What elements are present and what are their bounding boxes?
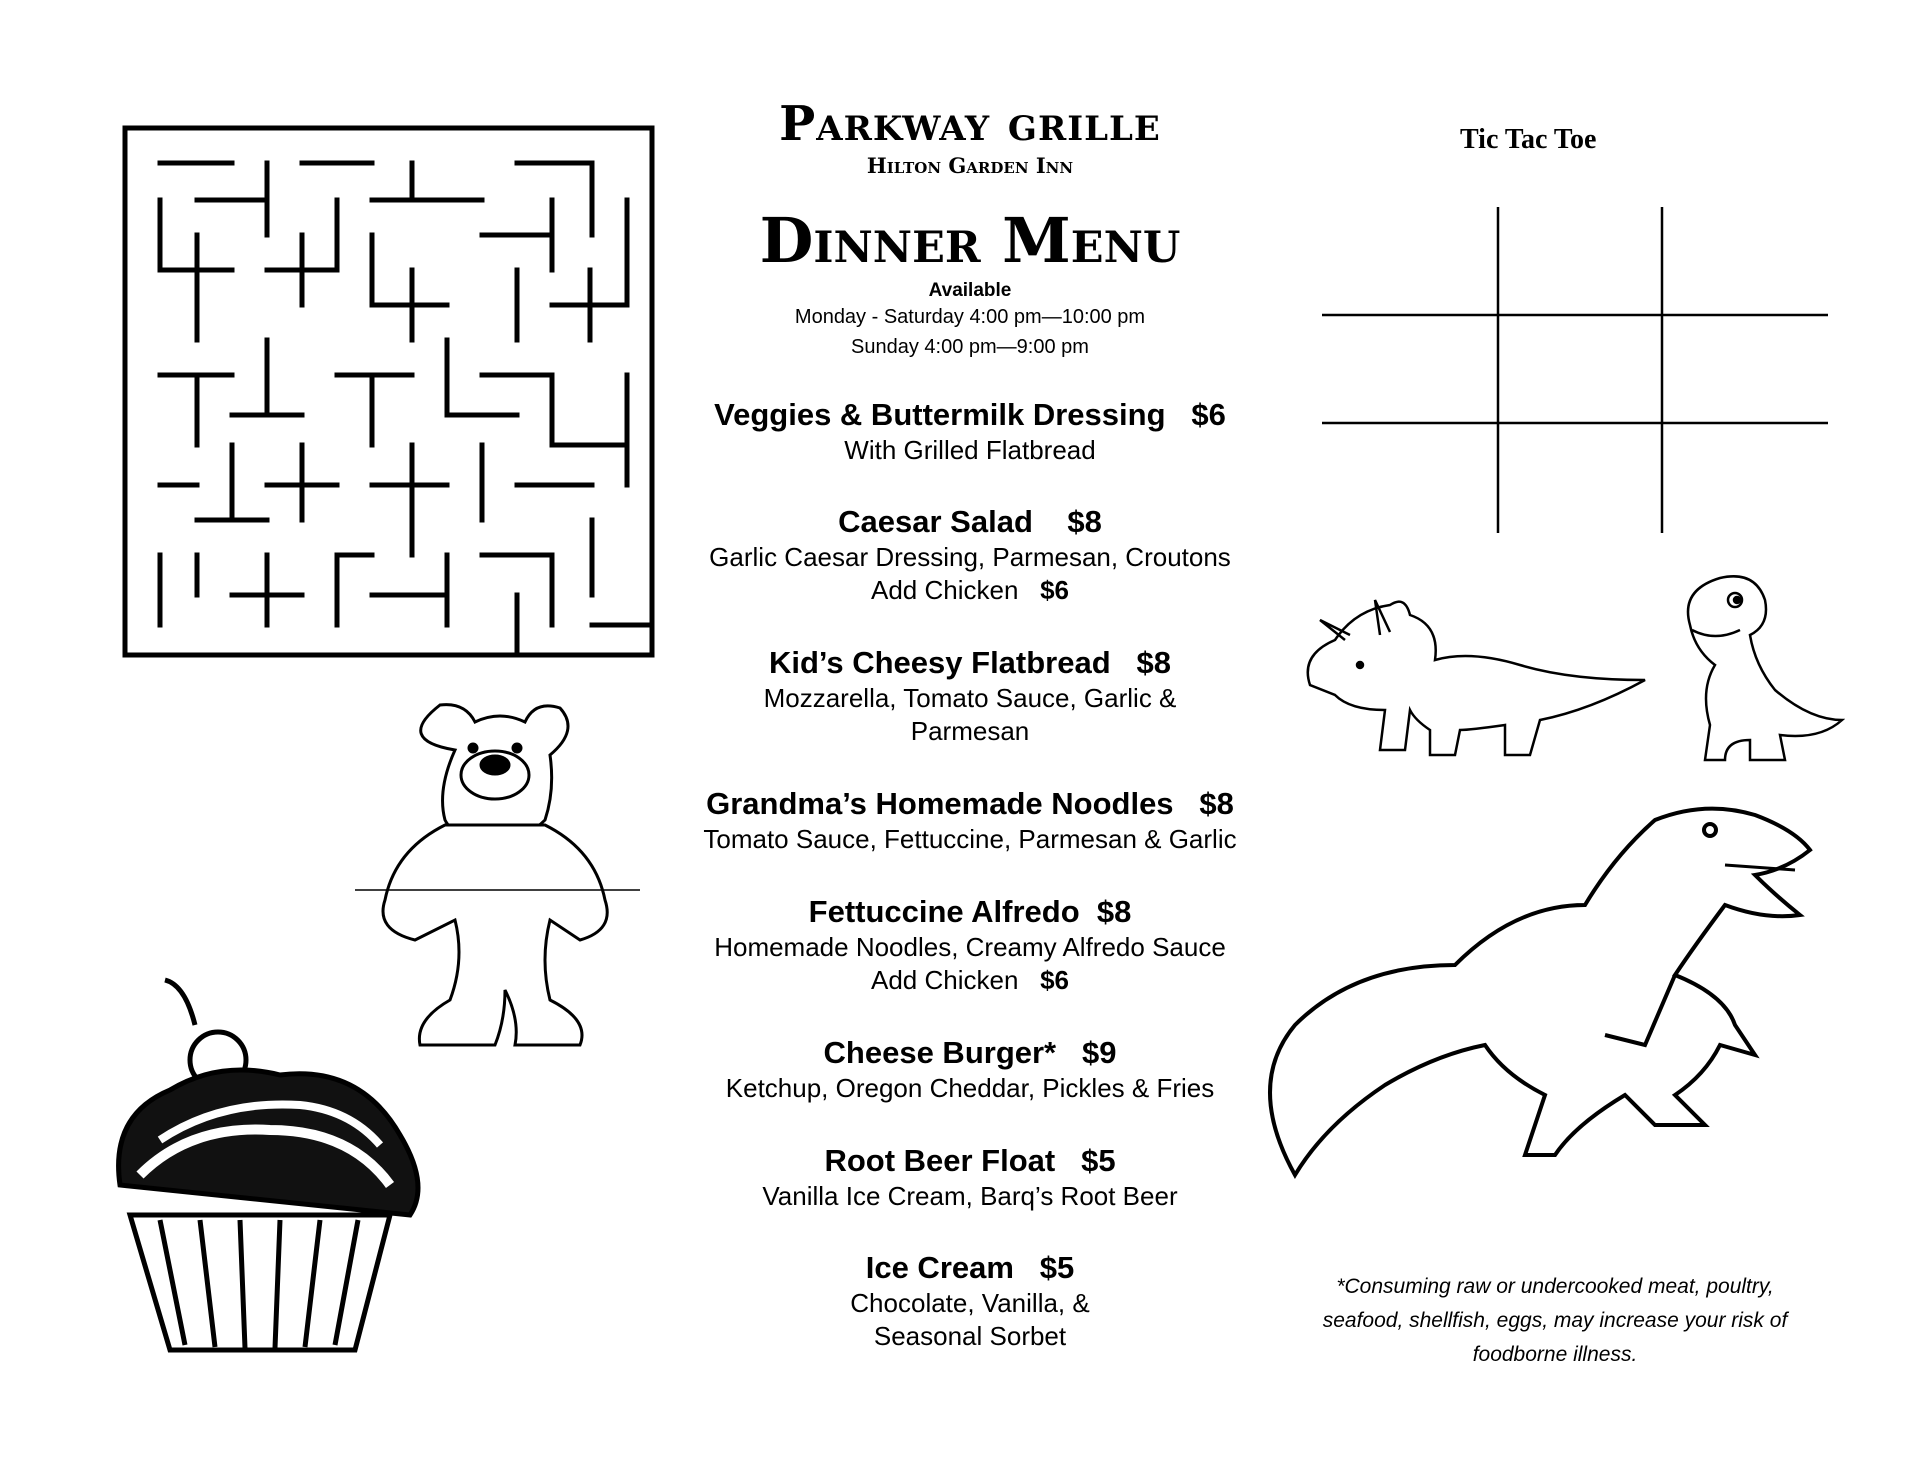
raptor-illustration [1255,795,1855,1180]
item-price: $8 [1067,504,1102,539]
addon-price: $6 [1040,965,1069,995]
item-description: Homemade Noodles, Creamy Alfredo Sauce [714,932,1226,962]
item-name: Veggies & Buttermilk Dressing [714,397,1166,432]
item-price: $6 [1191,397,1226,432]
cupcake-illustration [100,965,430,1365]
menu-title: Dinner Menu [759,204,1181,277]
item-addon [660,574,1280,607]
item-name: Root Beer Float [824,1143,1056,1178]
item-name: Cheese Burger* [823,1035,1057,1070]
item-name: Caesar Salad [838,504,1033,539]
triceratops-illustration [1290,580,1650,765]
item-price: $9 [1081,1035,1117,1070]
item-price: $5 [1039,1250,1075,1285]
menu-item [660,503,1280,607]
item-name: Ice Cream [865,1250,1014,1285]
item-description: Mozzarella, Tomato Sauce, Garlic & [763,683,1177,713]
addon-price: $6 [1040,575,1069,605]
item-name: Grandma’s Homemade Noodles [706,786,1174,821]
addon-label: Add Chicken [870,965,1019,995]
item-description: Chocolate, Vanilla, & [850,1288,1090,1318]
brand-subtitle: Hilton Garden Inn [866,153,1074,178]
food-safety-disclaimer: *Consuming raw or undercooked meat, poultry, seafood, shellfish, eggs, may increase your risk of foodborne illness. [1322,1275,1788,1366]
item-price: $5 [1081,1143,1116,1178]
availability-label: Available [928,280,1012,301]
menu-item [660,1034,1280,1105]
item-description: Seasonal Sorbet [873,1321,1067,1351]
item-description: Tomato Sauce, Fettuccine, Parmesan & Garlic [703,824,1237,854]
menu-item [660,396,1280,467]
addon-label: Add Chicken [870,575,1019,605]
item-price: $8 [1136,645,1171,680]
menu-item [660,1249,1280,1353]
tic-tac-toe-title: Tic Tac Toe [1460,124,1597,155]
item-name: Fettuccine Alfredo [808,894,1080,929]
baby-t-rex-illustration [1670,570,1845,765]
brand-name: Parkway grille [779,96,1161,152]
item-description: Garlic Caesar Dressing, Parmesan, Croutons [709,542,1231,572]
menu-item [660,644,1280,748]
menu-item [660,1142,1280,1213]
menu-item [660,785,1280,856]
item-price: $8 [1096,894,1132,929]
item-description: Ketchup, Oregon Cheddar, Pickles & Fries [725,1073,1215,1103]
item-description: With Grilled Flatbread [844,435,1096,465]
tic-tac-toe-grid[interactable] [1320,205,1830,535]
hours-sunday: Sunday 4:00 pm—9:00 pm [851,336,1089,358]
maze-puzzle [122,125,657,660]
item-name: Kid’s Cheesy Flatbread [768,645,1111,680]
menu-item [660,893,1280,997]
item-description: Vanilla Ice Cream, Barq’s Root Beer [762,1181,1178,1211]
hours-weekday: Monday - Saturday 4:00 pm—10:00 pm [794,306,1146,328]
item-description: Parmesan [910,716,1030,746]
item-addon [660,964,1280,997]
item-price: $8 [1199,786,1234,821]
